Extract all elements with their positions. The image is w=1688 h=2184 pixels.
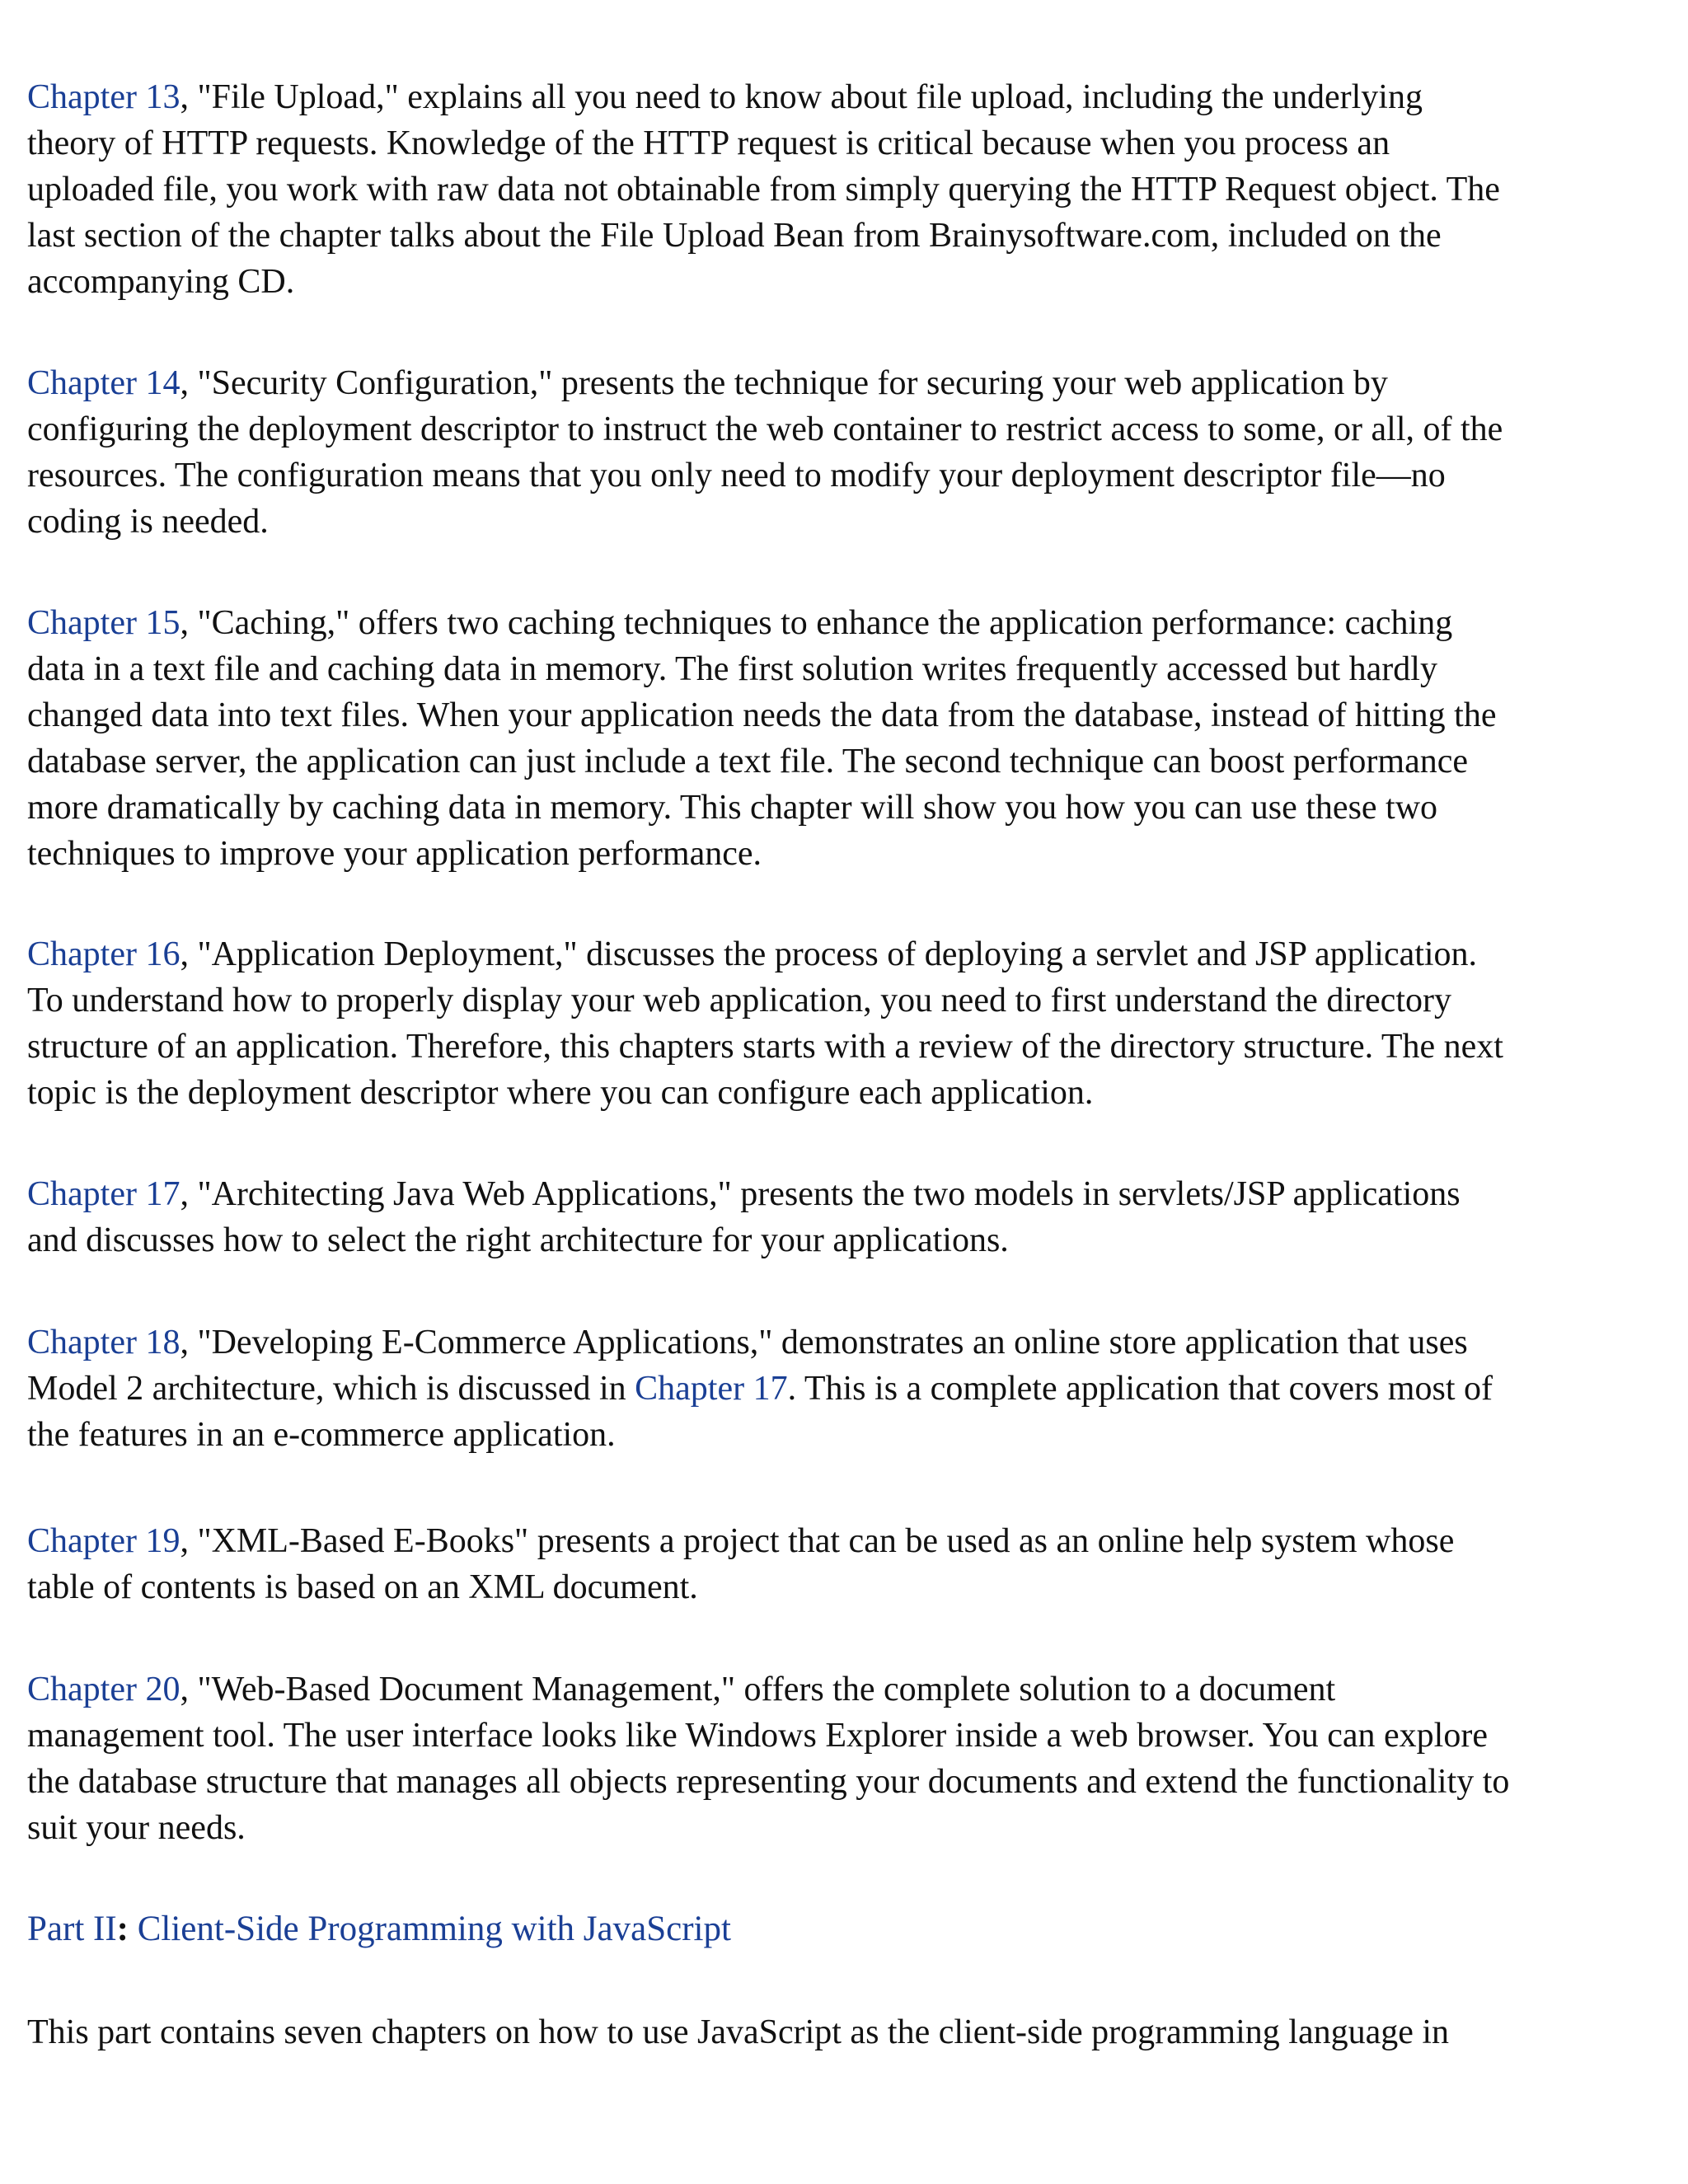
text-line: techniques to improve your application performance. bbox=[27, 835, 762, 873]
chapter-19-link[interactable]: Chapter 19 bbox=[27, 1522, 181, 1560]
text-segment: , "File Upload," explains all you need to know about file upload, including the underlying bbox=[180, 78, 1423, 116]
text-line bbox=[27, 1906, 1663, 1952]
text-segment: , "Developing E-Commerce Applications," demonstrates an online store application that uses bbox=[180, 1324, 1468, 1361]
text-line: suit your needs. bbox=[27, 1809, 246, 1847]
text-line: table of contents is based on an XML document. bbox=[27, 1568, 698, 1606]
closing-paragraph bbox=[27, 2009, 1663, 2055]
chapter-19-paragraph bbox=[27, 1518, 1663, 1610]
text-line: theory of HTTP requests. Knowledge of the HTTP request is critical because when you process an bbox=[27, 124, 1390, 162]
chapter-15-paragraph bbox=[27, 600, 1663, 877]
text-segment: , "Caching," offers two caching techniques to enhance the application performance: caching bbox=[180, 604, 1453, 642]
chapter-20-paragraph bbox=[27, 1666, 1663, 1851]
text-line bbox=[27, 1319, 1663, 1366]
text-line: and discusses how to select the right architecture for your applications. bbox=[27, 1221, 1009, 1259]
text-line bbox=[27, 1366, 1663, 1412]
part-ii-title-link[interactable]: Client-Side Programming with JavaScript bbox=[137, 1910, 731, 1948]
text-line: changed data into text files. When your application needs the data from the database, instead of hitting the bbox=[27, 696, 1497, 734]
text-segment: , "Application Deployment," discusses the process of deploying a servlet and JSP application. bbox=[180, 935, 1478, 973]
text-line: resources. The configuration means that you only need to modify your deployment descriptor file—no bbox=[27, 457, 1446, 494]
text-line: the features in an e-commerce application. bbox=[27, 1416, 616, 1454]
text-line bbox=[27, 74, 1663, 120]
chapter-13-paragraph bbox=[27, 74, 1663, 305]
text-segment: , "Security Configuration," presents the technique for securing your web application by bbox=[180, 364, 1388, 402]
chapter-17-paragraph bbox=[27, 1171, 1663, 1263]
text-line bbox=[27, 1666, 1663, 1713]
text-segment: . This is a complete application that covers most of bbox=[787, 1370, 1493, 1408]
text-line: database server, the application can just include a text file. The second technique can boost performance bbox=[27, 743, 1469, 780]
text-line: management tool. The user interface looks like Windows Explorer inside a web browser. You can explore bbox=[27, 1717, 1488, 1755]
text-line: This part contains seven chapters on how to use JavaScript as the client-side programming language in bbox=[27, 2013, 1450, 2051]
text-line bbox=[27, 1518, 1663, 1564]
text-segment: , "Architecting Java Web Applications," presents the two models in servlets/JSP applications bbox=[180, 1175, 1461, 1213]
text-line bbox=[27, 360, 1663, 406]
text-segment: , "Web-Based Document Management," offers the complete solution to a document bbox=[180, 1671, 1336, 1708]
text-line: To understand how to properly display your web application, you need to first understand the directory bbox=[27, 982, 1451, 1019]
heading-separator: : bbox=[116, 1910, 129, 1948]
text-line bbox=[27, 600, 1663, 646]
text-line: last section of the chapter talks about the File Upload Bean from Brainysoftware.com, included on the bbox=[27, 217, 1442, 255]
part-ii-link[interactable]: Part II bbox=[27, 1910, 117, 1948]
chapter-13-link[interactable]: Chapter 13 bbox=[27, 78, 181, 116]
part-heading bbox=[27, 1906, 1663, 1952]
text-line: configuring the deployment descriptor to instruct the web container to restrict access to some, or all, of the bbox=[27, 410, 1503, 448]
text-line bbox=[27, 931, 1663, 977]
text-line: the database structure that manages all objects representing your documents and extend the functionality to bbox=[27, 1763, 1510, 1801]
chapter-15-link[interactable]: Chapter 15 bbox=[27, 604, 181, 642]
text-line: coding is needed. bbox=[27, 503, 269, 541]
chapter-20-link[interactable]: Chapter 20 bbox=[27, 1671, 181, 1708]
chapter-16-paragraph bbox=[27, 931, 1663, 1116]
chapter-16-link[interactable]: Chapter 16 bbox=[27, 935, 181, 973]
chapter-14-paragraph bbox=[27, 360, 1663, 545]
chapter-14-link[interactable]: Chapter 14 bbox=[27, 364, 181, 402]
chapter-18-paragraph bbox=[27, 1319, 1663, 1458]
chapter-17-inline-link[interactable]: Chapter 17 bbox=[635, 1370, 788, 1408]
text-line: more dramatically by caching data in memory. This chapter will show you how you can use these two bbox=[27, 789, 1438, 827]
text-segment: Model 2 architecture, which is discussed in bbox=[27, 1370, 635, 1408]
chapter-17-link[interactable]: Chapter 17 bbox=[27, 1175, 181, 1213]
text-line: data in a text file and caching data in memory. The first solution writes frequently accessed but hardly bbox=[27, 650, 1437, 688]
text-line bbox=[27, 1171, 1663, 1217]
text-line: accompanying CD. bbox=[27, 263, 295, 301]
text-line: uploaded file, you work with raw data not obtainable from simply querying the HTTP Request object. The bbox=[27, 171, 1500, 209]
chapter-18-link[interactable]: Chapter 18 bbox=[27, 1324, 181, 1361]
text-line: topic is the deployment descriptor where you can configure each application. bbox=[27, 1074, 1094, 1112]
text-line: structure of an application. Therefore, this chapters starts with a review of the directory structure. The next bbox=[27, 1028, 1503, 1066]
text-segment: , "XML-Based E-Books" presents a project that can be used as an online help system whose bbox=[180, 1522, 1455, 1560]
